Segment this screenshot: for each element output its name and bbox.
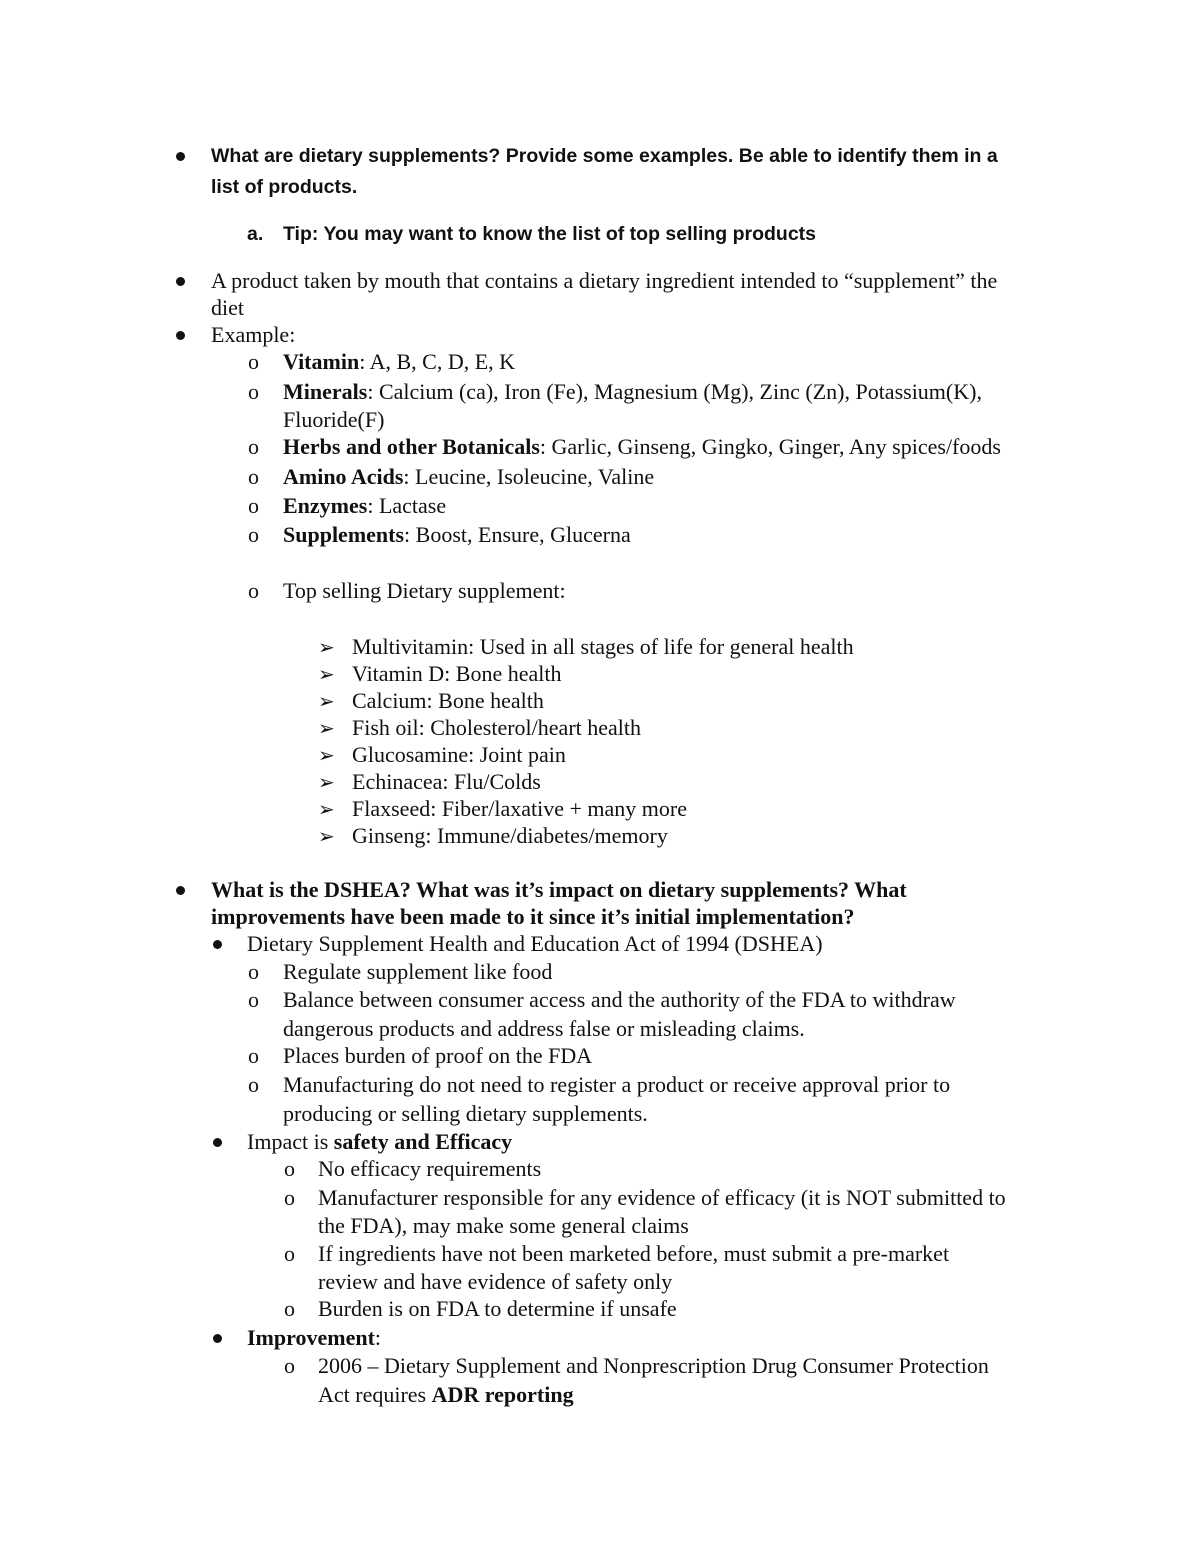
- top-selling-item: Flaxseed: Fiber/laxative + many more: [352, 796, 687, 821]
- bullet-disc-icon: [213, 940, 222, 949]
- bullet-disc-icon: [176, 152, 185, 161]
- category-vitamin: [283, 351, 515, 373]
- circle-bullet-icon: o: [248, 959, 259, 984]
- bullet-disc-icon: [176, 277, 185, 286]
- category-text: : A, B, C, D, E, K: [359, 349, 516, 374]
- impact-bold: safety and Efficacy: [333, 1129, 513, 1154]
- top-selling-item: Multivitamin: Used in all stages of life for general health: [352, 634, 854, 659]
- dshea-point: Regulate supplement like food: [283, 959, 553, 984]
- category-name: Enzymes: [283, 493, 368, 518]
- arrow-bullet-icon: ➢: [318, 797, 335, 821]
- dshea-point: Balance between consumer access and the authority of the FDA to withdraw: [283, 987, 956, 1012]
- top-selling-label: Top selling Dietary supplement:: [283, 578, 566, 603]
- q1-title-line1: What are dietary supplements? Provide some examples. Be able to identify them in a: [211, 145, 998, 167]
- category-herbs: [283, 436, 1001, 458]
- category-amino-acids: [283, 466, 654, 488]
- arrow-bullet-icon: ➢: [318, 743, 335, 767]
- arrow-bullet-icon: ➢: [318, 716, 335, 740]
- impact-point: No efficacy requirements: [318, 1156, 542, 1181]
- circle-bullet-icon: o: [248, 434, 259, 459]
- bullet-disc-icon: [176, 331, 185, 340]
- category-text: : Leucine, Isoleucine, Valine: [403, 464, 655, 489]
- circle-bullet-icon: o: [248, 578, 259, 603]
- circle-bullet-icon: o: [248, 379, 259, 404]
- top-selling-item: Echinacea: Flu/Colds: [352, 769, 541, 794]
- circle-bullet-icon: o: [248, 522, 259, 547]
- category-enzymes: [283, 495, 446, 517]
- improvement-colon: :: [374, 1325, 382, 1350]
- category-name: Supplements: [283, 522, 405, 547]
- circle-bullet-icon: o: [248, 987, 259, 1012]
- top-selling-item: Glucosamine: Joint pain: [352, 742, 566, 767]
- category-minerals: [283, 381, 982, 403]
- category-name: Vitamin: [283, 349, 360, 374]
- dshea-point-cont: producing or selling dietary supplements.: [283, 1101, 648, 1126]
- circle-bullet-icon: o: [284, 1353, 295, 1378]
- q1-tip: Tip: You may want to know the list of top selling products: [283, 223, 817, 245]
- q1-title-line2: list of products.: [211, 176, 358, 198]
- arrow-bullet-icon: ➢: [318, 635, 335, 659]
- dshea-point-cont: dangerous products and address false or misleading claims.: [283, 1016, 805, 1041]
- arrow-bullet-icon: ➢: [318, 770, 335, 794]
- top-selling-item: Vitamin D: Bone health: [352, 661, 562, 686]
- circle-bullet-icon: o: [248, 464, 259, 489]
- category-name: Herbs and other Botanicals: [283, 434, 540, 459]
- category-text: : Boost, Ensure, Glucerna: [404, 522, 631, 547]
- category-minerals-cont: Fluoride(F): [283, 407, 385, 432]
- impact-point-cont: review and have evidence of safety only: [318, 1269, 673, 1294]
- impact-point: Manufacturer responsible for any evidence of efficacy (it is NOT submitted to: [318, 1185, 1006, 1210]
- circle-bullet-icon: o: [284, 1296, 295, 1321]
- category-text: : Lactase: [367, 493, 447, 518]
- adr-reporting: ADR reporting: [431, 1382, 574, 1407]
- q1-example-label: Example:: [211, 322, 296, 347]
- arrow-bullet-icon: ➢: [318, 662, 335, 686]
- circle-bullet-icon: o: [284, 1156, 295, 1181]
- bullet-disc-icon: [213, 1138, 222, 1147]
- circle-bullet-icon: o: [248, 493, 259, 518]
- top-selling-item: Fish oil: Cholesterol/heart health: [352, 715, 642, 740]
- dshea-point: Places burden of proof on the FDA: [283, 1043, 593, 1068]
- circle-bullet-icon: o: [248, 1043, 259, 1068]
- category-text: : Calcium (ca), Iron (Fe), Magnesium (Mg), Zinc (Zn), Potassium(K),: [367, 379, 982, 404]
- improvement-label: Improvement: [247, 1325, 375, 1350]
- impact-point: Burden is on FDA to determine if unsafe: [318, 1296, 677, 1321]
- category-name: Minerals: [283, 379, 368, 404]
- category-text: : Garlic, Ginseng, Gingko, Ginger, Any spices/foods: [539, 434, 1001, 459]
- improvement-line2: [318, 1384, 574, 1406]
- circle-bullet-icon: o: [284, 1185, 295, 1210]
- improvement-line1: 2006 – Dietary Supplement and Nonprescription Drug Consumer Protection: [318, 1353, 989, 1378]
- improvement-heading: [247, 1327, 381, 1349]
- impact-prefix: Impact is: [247, 1129, 334, 1154]
- q1-definition-line2: diet: [211, 295, 244, 320]
- q2-title-line2: improvements have been made to it since it’s initial implementation?: [211, 904, 855, 929]
- dshea-definition: Dietary Supplement Health and Education Act of 1994 (DSHEA): [247, 931, 823, 956]
- top-selling-item: Ginseng: Immune/diabetes/memory: [352, 823, 668, 848]
- bullet-disc-icon: [176, 886, 185, 895]
- dshea-point: Manufacturing do not need to register a product or receive approval prior to: [283, 1072, 951, 1097]
- q2-title-line1: What is the DSHEA? What was it’s impact on dietary supplements? What: [211, 877, 907, 902]
- improvement-l2-prefix: Act requires: [318, 1382, 432, 1407]
- circle-bullet-icon: o: [248, 349, 259, 374]
- bullet-disc-icon: [213, 1334, 222, 1343]
- q1-tip-marker: a.: [247, 223, 264, 245]
- circle-bullet-icon: o: [284, 1241, 295, 1266]
- impact-point: If ingredients have not been marketed before, must submit a pre-market: [318, 1241, 950, 1266]
- impact-heading: [247, 1131, 512, 1153]
- q1-definition-line1: A product taken by mouth that contains a dietary ingredient intended to “supplement” the: [211, 268, 998, 293]
- top-selling-item: Calcium: Bone health: [352, 688, 544, 713]
- category-supplements: [283, 524, 631, 546]
- circle-bullet-icon: o: [248, 1072, 259, 1097]
- category-name: Amino Acids: [283, 464, 404, 489]
- arrow-bullet-icon: ➢: [318, 689, 335, 713]
- arrow-bullet-icon: ➢: [318, 824, 335, 848]
- impact-point-cont: the FDA), may make some general claims: [318, 1213, 689, 1238]
